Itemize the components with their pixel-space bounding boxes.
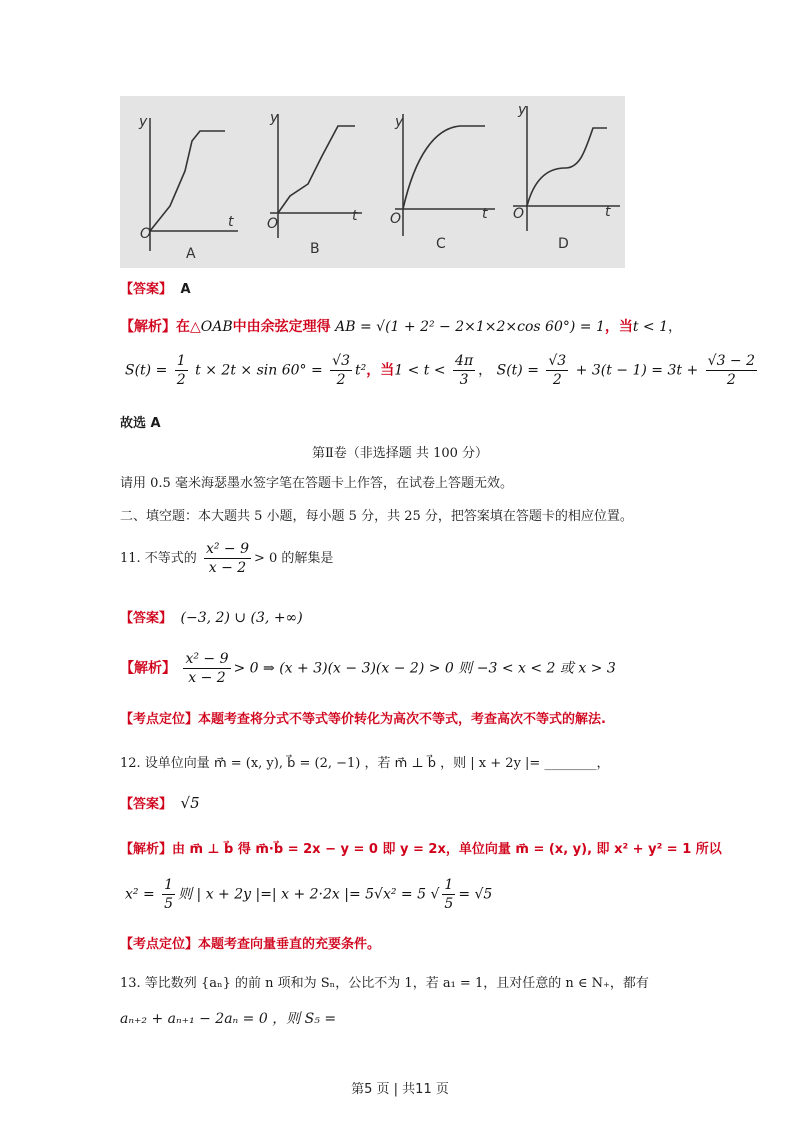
graph-d-t-label: t: [605, 204, 611, 220]
graph-d-y-label: y: [518, 102, 527, 118]
q10-frac-sqrt3-b: [546, 352, 568, 389]
q12-point-text: 本题考查向量垂直的充要条件。: [198, 937, 381, 952]
q10-answer: [120, 278, 191, 297]
graph-a-t-label: t: [228, 214, 234, 230]
q12-sqrt-symbol: √: [430, 886, 440, 903]
q13-stem-line1: 13. 等比数列 {aₙ} 的前 n 项和为 Sₙ，公比不为 1，若 a₁ = 1，且对任意的 n ∈ N₊，都有: [120, 976, 649, 991]
q10-cosine-formula: AB = √(1 + 2² − 2×1×2×cos 60°) = 1: [335, 319, 605, 335]
graph-a-label: A: [186, 246, 196, 262]
q10-frac1-num: 1: [176, 353, 186, 369]
graph-b-t-label: t: [352, 208, 358, 224]
q11-stem-fraction: [204, 540, 251, 577]
graph-b-y-label: y: [270, 110, 279, 126]
q10-frac-4pi: [453, 352, 475, 389]
section-title: 第Ⅱ卷（非选择题 共 100 分）: [311, 446, 489, 461]
q11-an-frac-num: x² − 9: [185, 651, 229, 667]
q12-frac-fifth: [162, 876, 175, 913]
q10-range-left: 1 < t <: [394, 362, 446, 379]
q10-choose: 故选 A: [120, 416, 161, 431]
function-graphs-figure: [120, 96, 625, 268]
q10-condition: t < 1: [632, 319, 669, 335]
q10-frac5-num: √3 − 2: [707, 353, 756, 369]
q11-point-tag: 【考点定位】: [120, 712, 199, 727]
q12-answer-tag: 【答案】: [120, 797, 173, 812]
q12-rest2: = √5: [458, 886, 493, 903]
q10-area-expr: t × 2t × sin 60° =: [195, 362, 323, 379]
q11-point: [120, 708, 606, 727]
graph-c-origin-label: O: [390, 211, 402, 227]
graph-d-label: D: [558, 236, 569, 252]
graph-c-t-label: t: [482, 206, 488, 222]
q10-analysis-tag: 【解析】: [120, 319, 176, 335]
q10-frac4-den: 2: [552, 372, 562, 388]
q10-answer-value: A: [180, 282, 191, 297]
q12-stem: 12. 设单位向量 m⃗ = (x, y), b⃗ = (2, −1) ，若 m⃗ ⊥ b⃗ ，则 | x + 2y |= ________，: [120, 756, 610, 771]
q10-frac-half: [175, 352, 188, 389]
q11-point-text: 本题考查将分式不等式等价转化为高次不等式，考查高次不等式的解法.: [198, 712, 606, 727]
q11-analysis-tag: 【解析】: [120, 660, 176, 677]
q10-frac4-num: √3: [548, 353, 567, 369]
q12-sqrt-frac: [442, 876, 455, 913]
q10-frac-final: [706, 352, 757, 389]
q10-triangle-name: OAB: [200, 319, 233, 335]
q10-frac1-den: 2: [176, 372, 186, 388]
q11-analysis-fraction: [183, 650, 230, 687]
q10-frac2-num: √3: [332, 353, 350, 369]
q12-analysis-text: 由 m⃗ ⊥ b⃗ 得 m⃗·b⃗ = 2x − y = 0 即 y = 2x，单位向量 m⃗ = (x, y), 即 x² + y² = 1 所以: [172, 842, 722, 857]
graph-a-origin-label: O: [140, 226, 152, 242]
q10-frac5-den: 2: [726, 372, 736, 388]
q11-answer-value: (−3, 2) ∪ (3, +∞): [180, 610, 303, 626]
q10-analysis-post: ，当: [604, 319, 633, 335]
q10-analysis-end: ，: [668, 319, 683, 335]
q12-point: [120, 933, 380, 952]
q10-analysis-pre: 在△: [176, 319, 201, 335]
q10-s2: S(t) =: [496, 362, 539, 379]
q10-analysis-mid: 中由余弦定理得: [232, 319, 331, 335]
q10-s-def: S(t) =: [125, 362, 168, 379]
q12-sqrt-num: 1: [444, 877, 454, 893]
section-instruction: 请用 0.5 毫米海瑟墨水签字笔在答题卡上作答，在试卷上答题无效。: [120, 476, 513, 491]
q11-answer-tag: 【答案】: [120, 611, 173, 626]
q11-frac-den: x − 2: [208, 560, 247, 576]
q12-x2: x² =: [125, 886, 155, 903]
graph-d-origin-label: O: [513, 206, 525, 222]
q13-stem-line2: aₙ₊₂ + aₙ₊₁ − 2aₙ = 0 ，则 S₅ =: [120, 1011, 337, 1027]
page-footer: 第5 页 | 共11 页: [351, 1082, 449, 1097]
graph-c-y-label: y: [395, 114, 404, 130]
q12-answer: [120, 793, 200, 812]
q12-answer-value: √5: [180, 794, 200, 812]
q12-analysis-line1: [120, 838, 722, 857]
q11-analysis: [120, 650, 616, 687]
q10-frac3-num: 4π: [455, 353, 474, 369]
q11-analysis-rest: > 0 ⇒ (x + 3)(x − 3)(x − 2) > 0 则 −3 < x < 2 或 x > 3: [233, 660, 616, 677]
q11-stem: [120, 540, 333, 577]
q12-point-tag: 【考点定位】: [120, 937, 199, 952]
q10-frac-sqrt3: [330, 352, 352, 389]
graph-c-label: C: [436, 236, 446, 252]
q12-sqrt-den: 5: [444, 896, 454, 912]
q10-frac3-den: 3: [459, 372, 469, 388]
graph-b-origin-label: O: [267, 216, 279, 232]
q12-rest1: 则 | x + 2y |=| x + 2·2x |= 5√x² = 5: [178, 886, 427, 903]
q11-answer: [120, 607, 303, 626]
q11-stem-pre: 11. 不等式的: [120, 551, 197, 566]
q10-analysis-line2: S(t) = $\frac{1}{2}$ t × 2t × sin 60° = $\frac{√3}{2}$ t²，当1 < t < $\frac{4\pi}{3}$ ， S(t) = $\frac{√3}{2}$ + 3(t − 1) = 3t + $\frac{√3 - 2}{2}$: [125, 353, 756, 388]
q10-when: ，当: [366, 362, 395, 379]
q10-answer-tag: 【答案】: [120, 282, 173, 297]
q11-an-frac-den: x − 2: [188, 670, 226, 686]
q11-frac-num: x² − 9: [205, 541, 249, 557]
q10-analysis-line1: [120, 316, 682, 336]
q12-frac-den: 5: [164, 896, 174, 912]
graph-a-y-label: y: [139, 114, 148, 130]
fill-blank-title: 二、填空题：本大题共 5 小题，每小题 5 分，共 25 分，把答案填在答题卡的相应位置。: [120, 509, 633, 524]
q11-stem-post: > 0 的解集是: [254, 551, 334, 566]
graph-b-label: B: [310, 241, 320, 257]
q12-analysis-line2: [125, 876, 492, 913]
q12-frac-num: 1: [164, 877, 174, 893]
q10-plus-expr: + 3(t − 1) = 3t +: [575, 362, 699, 379]
q10-frac2-den: 2: [336, 372, 346, 388]
q12-analysis-tag: 【解析】: [120, 842, 173, 857]
q10-t2: t²: [354, 362, 367, 379]
